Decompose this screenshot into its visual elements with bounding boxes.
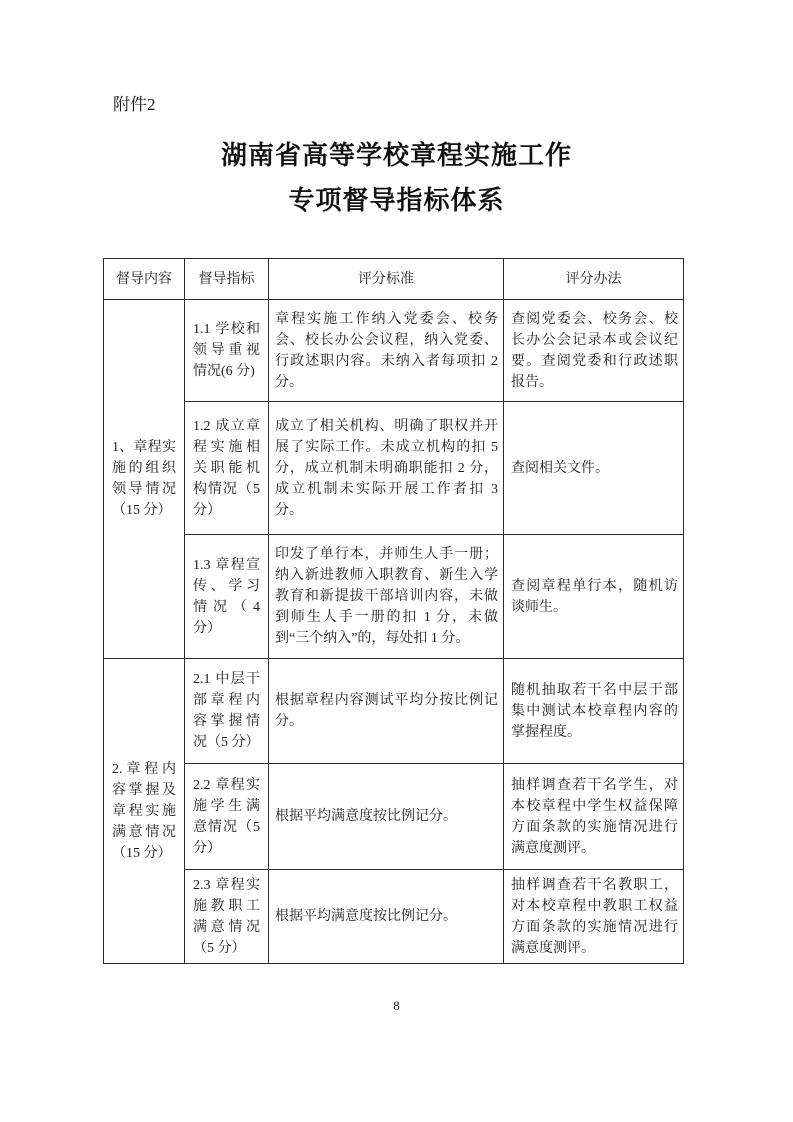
header-cell-scoring-method: 评分办法 bbox=[504, 259, 684, 300]
table-row-1-2 bbox=[104, 402, 684, 535]
cell-indicator-1-2: 1.2 成立章程实施相关职能机构情况（5 分） bbox=[185, 402, 269, 535]
table-header-row bbox=[104, 259, 684, 300]
title-line-2: 专项督导指标体系 bbox=[288, 185, 505, 215]
cell-method-1-1: 查阅党委会、校务会、校长办公会记录本或会议纪要。查阅党委和行政述职报告。 bbox=[504, 300, 684, 402]
table-row-2-3 bbox=[104, 870, 684, 964]
cell-method-1-3: 查阅章程单行本，随机访谈师生。 bbox=[504, 535, 684, 659]
cell-method-1-2: 查阅相关文件。 bbox=[504, 402, 684, 535]
table-row-1-3 bbox=[104, 535, 684, 659]
header-cell-supervision-indicator: 督导指标 bbox=[185, 259, 269, 300]
supervision-indicator-table bbox=[103, 258, 684, 964]
document-title bbox=[0, 133, 793, 223]
cell-indicator-1-1: 1.1 学校和领导重视情况(6 分) bbox=[185, 300, 269, 402]
table-row-1-1 bbox=[104, 300, 684, 402]
title-line-1: 湖南省高等学校章程实施工作 bbox=[220, 140, 572, 170]
cell-standard-1-2: 成立了相关机构、明确了职权并开展了实际工作。未成立机构的扣 5 分，成立机制未明确职能扣 2 分，成立机制未实际开展工作者扣 3 分。 bbox=[269, 402, 504, 535]
header-cell-supervision-content: 督导内容 bbox=[104, 259, 185, 300]
cell-standard-2-2: 根据平均满意度按比例记分。 bbox=[269, 764, 504, 870]
cell-group-1-content: 1、章程实施的组织领导情况（15 分） bbox=[104, 300, 185, 659]
table-row-2-2 bbox=[104, 764, 684, 870]
cell-method-2-1: 随机抽取若干名中层干部集中测试本校章程内容的掌握程度。 bbox=[504, 659, 684, 764]
attachment-label: 附件2 bbox=[113, 95, 156, 114]
table-row-2-1 bbox=[104, 659, 684, 764]
page-number: 8 bbox=[393, 998, 400, 1013]
cell-standard-2-3: 根据平均满意度按比例记分。 bbox=[269, 870, 504, 964]
cell-standard-1-1: 章程实施工作纳入党委会、校务会、校长办公会议程，纳入党委、行政述职内容。未纳入者每项扣 2 分。 bbox=[269, 300, 504, 402]
cell-indicator-2-3: 2.3 章程实施教职工满意情况（5 分） bbox=[185, 870, 269, 964]
header-cell-scoring-standard: 评分标准 bbox=[269, 259, 504, 300]
cell-indicator-2-1: 2.1 中层干部章程内容掌握情况（5 分） bbox=[185, 659, 269, 764]
cell-group-2-content: 2.章程内容掌握及章程实施满意情况（15 分） bbox=[104, 659, 185, 964]
cell-indicator-2-2: 2.2 章程实施学生满意情况（5 分） bbox=[185, 764, 269, 870]
cell-method-2-2: 抽样调查若干名学生，对本校章程中学生权益保障方面条款的实施情况进行满意度测评。 bbox=[504, 764, 684, 870]
cell-indicator-1-3: 1.3 章程宣传、学习情况（4 分） bbox=[185, 535, 269, 659]
cell-standard-2-1: 根据章程内容测试平均分按比例记分。 bbox=[269, 659, 504, 764]
cell-method-2-3: 抽样调查若干名教职工，对本校章程中教职工权益方面条款的实施情况进行满意度测评。 bbox=[504, 870, 684, 964]
cell-standard-1-3: 印发了单行本，并师生人手一册；纳入新进教师入职教育、新生入学教育和新提拔干部培训内容，未做到师生人手一册的扣 1 分，未做到“三个纳入”的，每处扣 1 分。 bbox=[269, 535, 504, 659]
